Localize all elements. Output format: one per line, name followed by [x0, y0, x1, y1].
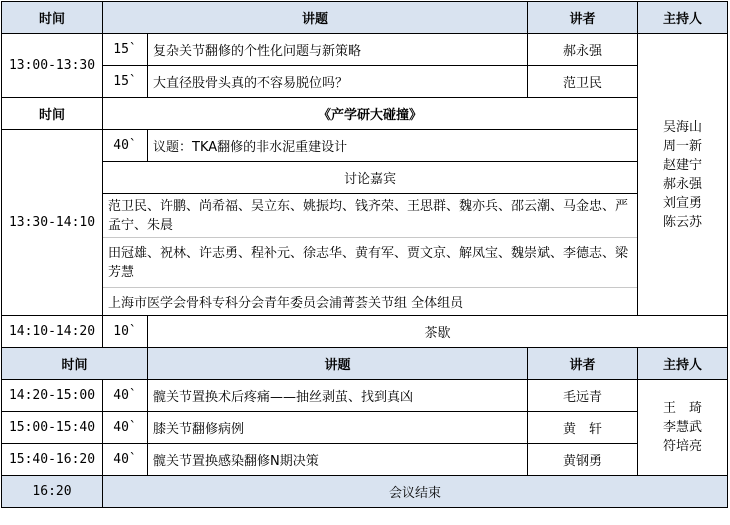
table-row [2, 34, 728, 66]
topic-header: 讲题 [148, 348, 528, 380]
speaker-cell: 黄钢勇 [528, 444, 638, 476]
host-name: 周一新 [663, 138, 703, 154]
host-cell [638, 34, 728, 316]
speaker-cell: 郝永强 [528, 34, 638, 66]
duration-cell: 10` [103, 316, 148, 348]
host-header: 主持人 [638, 348, 728, 380]
time-header: 时间 [2, 98, 103, 130]
section-header-row [2, 98, 728, 130]
topic-cell: 复杂关节翻修的个性化问题与新策略 [148, 34, 528, 66]
time-cell: 15:00-15:40 [2, 412, 103, 444]
time-cell: 13:00-13:30 [2, 34, 103, 98]
table-row [2, 66, 728, 98]
host-name: 郝永强 [663, 176, 703, 192]
host-name: 李慧武 [663, 420, 703, 435]
closing-row [2, 476, 728, 508]
duration-cell: 15` [103, 34, 148, 66]
duration-cell: 40` [103, 444, 148, 476]
table-row [2, 194, 728, 238]
speaker-cell: 黄 轩 [528, 412, 638, 444]
time-cell: 14:20-15:00 [2, 380, 103, 412]
guests-list: 田冠雄、祝林、许志勇、程补元、徐志华、黄有军、贾文京、解凤宝、魏崇斌、李德志、梁芳慧 [103, 238, 638, 288]
topic-cell: 大直径股骨头真的不容易脱位吗？ [148, 66, 528, 98]
topic-cell: 髋关节置换感染翻修N期决策 [148, 444, 528, 476]
time-header: 时间 [2, 348, 148, 380]
host-name: 陈云苏 [663, 214, 703, 230]
topic-cell: 髋关节置换术后疼痛——抽丝剥茧、找到真凶 [148, 380, 528, 412]
duration-cell: 40` [103, 130, 148, 162]
time-cell: 15:40-16:20 [2, 444, 103, 476]
tea-label: 茶歇 [148, 316, 728, 348]
host-name: 刘宣勇 [663, 195, 703, 211]
speaker-header: 讲者 [528, 2, 638, 34]
table-row [2, 130, 728, 162]
host-header: 主持人 [638, 2, 728, 34]
duration-cell: 40` [103, 380, 148, 412]
header-row [2, 2, 728, 34]
guests-list: 范卫民、许鹏、尚希福、吴立东、姚振均、钱齐荣、王思群、魏亦兵、邵云潮、马金忠、严孟宁、朱晨 [103, 194, 638, 238]
speaker-cell: 范卫民 [528, 66, 638, 98]
header-row [2, 348, 728, 380]
table-row [2, 412, 728, 444]
speaker-header: 讲者 [528, 348, 638, 380]
topic-cell: 膝关节翻修病例 [148, 412, 528, 444]
host-cell [638, 380, 728, 476]
schedule-table [1, 1, 728, 508]
speaker-cell: 毛远青 [528, 380, 638, 412]
guests-group: 上海市医学会骨科专科分会青年委员会浦菁荟关节组 全体组员 [103, 288, 638, 316]
section-title: 《产学研大碰撞》 [103, 98, 638, 130]
table-row [2, 162, 728, 194]
time-cell: 13:30-14:10 [2, 130, 103, 316]
topic-header: 讲题 [103, 2, 528, 34]
duration-cell: 40` [103, 412, 148, 444]
table-row [2, 238, 728, 288]
host-name: 赵建宁 [663, 157, 703, 173]
closing-label: 会议结束 [103, 476, 728, 508]
table-row [2, 288, 728, 316]
topic-cell: 议题：TKA翻修的非水泥重建设计 [148, 130, 638, 162]
tea-row [2, 316, 728, 348]
time-header: 时间 [2, 2, 103, 34]
host-name: 符培亮 [663, 439, 703, 454]
table-row [2, 444, 728, 476]
guests-title: 讨论嘉宾 [103, 162, 638, 194]
duration-cell: 15` [103, 66, 148, 98]
time-cell: 16:20 [2, 476, 103, 508]
table-row [2, 380, 728, 412]
time-cell: 14:10-14:20 [2, 316, 103, 348]
host-name: 王 琦 [663, 401, 703, 416]
host-name: 吴海山 [663, 119, 703, 135]
